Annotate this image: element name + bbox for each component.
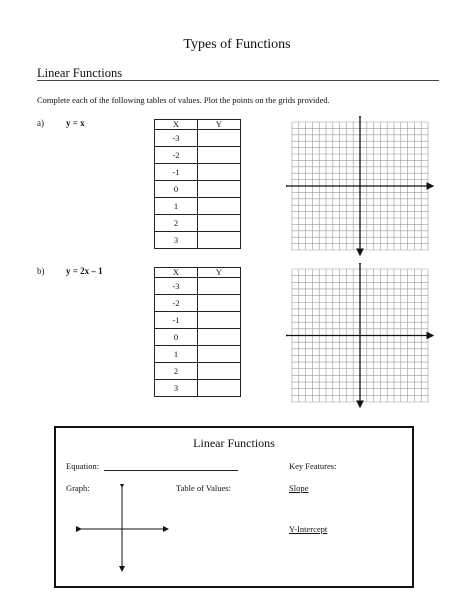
table-header-row bbox=[155, 268, 241, 278]
x-value-cell: 3 bbox=[155, 380, 198, 397]
problem-a-graph-grid[interactable] bbox=[286, 116, 434, 256]
y-value-cell[interactable] bbox=[198, 215, 241, 232]
y-value-cell[interactable] bbox=[198, 363, 241, 380]
y-value-cell[interactable] bbox=[198, 198, 241, 215]
table-row bbox=[155, 278, 241, 295]
y-column-header: Y bbox=[198, 120, 241, 130]
table-row bbox=[155, 346, 241, 363]
equation-answer-line[interactable] bbox=[104, 470, 238, 471]
y-value-cell[interactable] bbox=[198, 278, 241, 295]
x-value-cell: 0 bbox=[155, 329, 198, 346]
problem-b-graph-grid[interactable] bbox=[286, 263, 434, 408]
equation-label: Equation: bbox=[66, 461, 100, 471]
table-row bbox=[155, 198, 241, 215]
x-value-cell: -1 bbox=[155, 164, 198, 181]
x-value-cell: -3 bbox=[155, 130, 198, 147]
table-row bbox=[155, 147, 241, 164]
x-value-cell: -3 bbox=[155, 278, 198, 295]
y-column-header: Y bbox=[198, 268, 241, 278]
problem-b-table bbox=[154, 267, 241, 397]
problem-a-label: a) bbox=[37, 118, 44, 128]
table-row bbox=[155, 215, 241, 232]
y-value-cell[interactable] bbox=[198, 130, 241, 147]
summary-title: Linear Functions bbox=[193, 436, 275, 450]
section-heading: Linear Functions bbox=[37, 66, 123, 80]
y-intercept-feature-label: Y-Intercept bbox=[289, 524, 328, 534]
x-value-cell: 3 bbox=[155, 232, 198, 249]
x-column-header: X bbox=[155, 268, 198, 278]
y-value-cell[interactable] bbox=[198, 346, 241, 363]
x-value-cell: -1 bbox=[155, 312, 198, 329]
x-value-cell: -2 bbox=[155, 147, 198, 164]
key-features-label: Key Features: bbox=[289, 461, 337, 471]
x-column-header: X bbox=[155, 120, 198, 130]
axes-sketch bbox=[76, 484, 172, 574]
slope-feature-label: Slope bbox=[289, 483, 309, 493]
instructions: Complete each of the following tables of values. Plot the points on the grids provided. bbox=[37, 95, 330, 105]
y-value-cell[interactable] bbox=[198, 312, 241, 329]
table-header-row bbox=[155, 120, 241, 130]
table-row bbox=[155, 363, 241, 380]
table-row bbox=[155, 329, 241, 346]
table-row bbox=[155, 380, 241, 397]
graph-label: Graph: bbox=[66, 483, 90, 493]
y-value-cell[interactable] bbox=[198, 164, 241, 181]
table-row bbox=[155, 164, 241, 181]
table-row bbox=[155, 312, 241, 329]
x-value-cell: 2 bbox=[155, 215, 198, 232]
table-row bbox=[155, 130, 241, 147]
table-row bbox=[155, 181, 241, 198]
problem-b-label: b) bbox=[37, 266, 45, 276]
x-value-cell: 1 bbox=[155, 198, 198, 215]
problem-a-equation: y = x bbox=[66, 118, 85, 128]
x-value-cell: 2 bbox=[155, 363, 198, 380]
table-row bbox=[155, 232, 241, 249]
table-row bbox=[155, 295, 241, 312]
problem-a-table bbox=[154, 119, 241, 249]
y-value-cell[interactable] bbox=[198, 380, 241, 397]
x-value-cell: 0 bbox=[155, 181, 198, 198]
y-value-cell[interactable] bbox=[198, 232, 241, 249]
problem-b-equation: y = 2x – 1 bbox=[66, 266, 103, 276]
y-value-cell[interactable] bbox=[198, 295, 241, 312]
y-value-cell[interactable] bbox=[198, 181, 241, 198]
y-value-cell[interactable] bbox=[198, 329, 241, 346]
table-of-values-label: Table of Values: bbox=[176, 483, 231, 493]
section-divider bbox=[37, 80, 439, 81]
x-value-cell: -2 bbox=[155, 295, 198, 312]
x-value-cell: 1 bbox=[155, 346, 198, 363]
page-title: Types of Functions bbox=[183, 37, 291, 52]
y-value-cell[interactable] bbox=[198, 147, 241, 164]
